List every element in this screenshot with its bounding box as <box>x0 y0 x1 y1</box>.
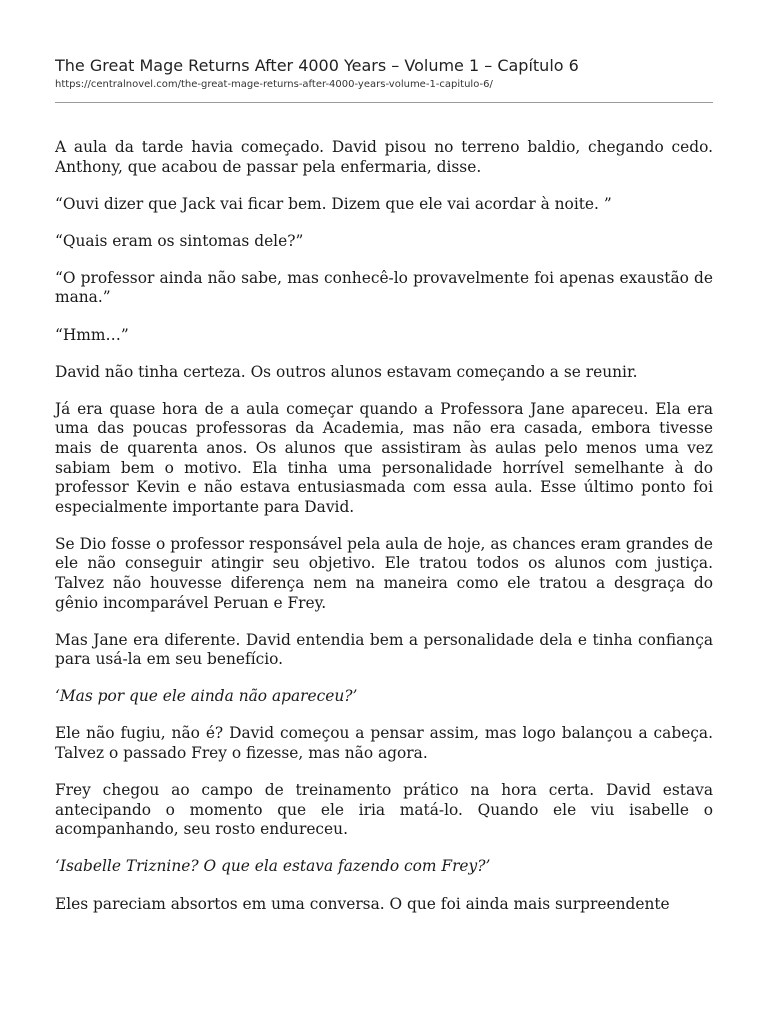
body-paragraph: Já era quase hora de a aula começar quando a Professora Jane apareceu. Ela era uma das poucas professoras da Academia, mas não era casada, embora tivesse mais de quarenta anos. Os alunos que assistiram às aulas pelo menos uma vez sabiam bem o motivo. Ela tinha uma personalidade horrível semelhante à do professor Kevin e não estava entusiasmada com essa aula. Esse último ponto foi especialmente importante para David. <box>55 399 713 516</box>
body-paragraph: A aula da tarde havia começado. David pisou no terreno baldio, chegando cedo. Anthony, que acabou de passar pela enfermaria, disse. <box>55 138 713 176</box>
body-paragraph: Eles pareciam absortos em uma conversa. O que foi ainda mais surpreendente <box>55 894 670 913</box>
body-paragraph: “O professor ainda não sabe, mas conhecê-lo provavelmente foi apenas exaustão de mana.” <box>55 268 713 307</box>
body-paragraph: Mas Jane era diferente. David entendia bem a personalidade dela e tinha confiança para usá-la em seu benefício. <box>55 630 713 669</box>
header-divider <box>55 102 713 103</box>
body-paragraph: Ele não fugiu, não é? David começou a pensar assim, mas logo balançou a cabeça. Talvez o passado Frey o fizesse, mas não agora. <box>55 724 713 763</box>
body-paragraph: “Quais eram os sintomas dele?” <box>55 231 304 250</box>
chapter-body <box>55 138 713 914</box>
body-paragraph: ‘Mas por que ele ainda não apareceu?’ <box>55 687 358 706</box>
body-paragraph: David não tinha certeza. Os outros alunos estavam começando a se reunir. <box>55 362 638 381</box>
document-page <box>55 56 713 932</box>
source-url: https://centralnovel.com/the-great-mage-returns-after-4000-years-volume-1-capitulo-6/ <box>55 79 493 90</box>
body-paragraph: ‘Isabelle Triznine? O que ela estava fazendo com Frey?’ <box>55 857 491 876</box>
body-paragraph: “Hmm…” <box>55 325 129 344</box>
body-paragraph: “Ouvi dizer que Jack vai ficar bem. Dizem que ele vai acordar à noite. ” <box>55 194 612 213</box>
body-paragraph: Se Dio fosse o professor responsável pela aula de hoje, as chances eram grandes de ele não conseguir atingir seu objetivo. Ele tratou todos os alunos com justiça. Talvez não houvesse diferença nem na maneira como ele tratou a desgraça do gênio incomparável Peruan e Frey. <box>55 534 713 612</box>
document-title: The Great Mage Returns After 4000 Years – Volume 1 – Capítulo 6 <box>55 56 579 75</box>
body-paragraph: Frey chegou ao campo de treinamento prático na hora certa. David estava antecipando o momento que ele iria matá-lo. Quando ele viu isabelle o acompanhando, seu rosto endureceu. <box>55 781 713 839</box>
